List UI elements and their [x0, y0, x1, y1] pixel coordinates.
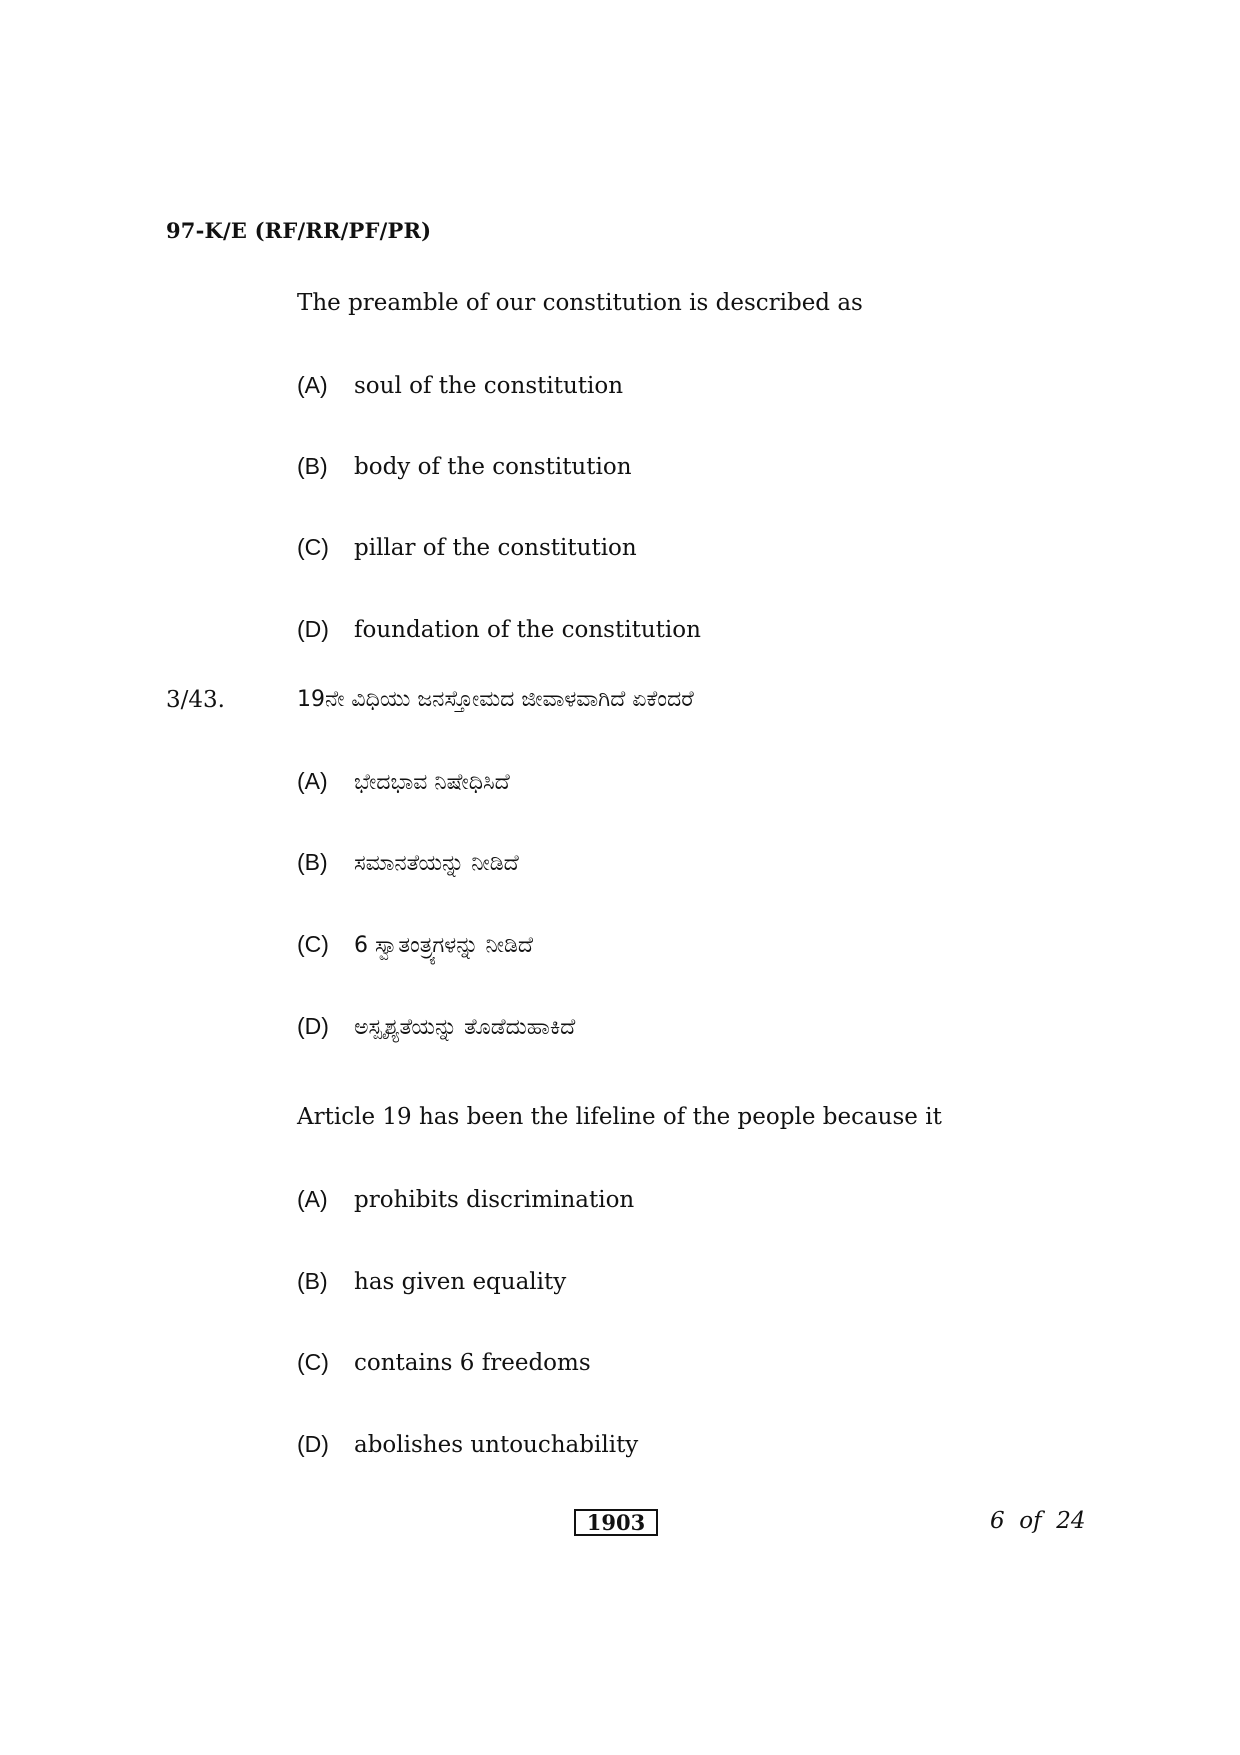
option-text: ಅಸ್ಪೃಶ್ಯತೆಯನ್ನು ತೊಡೆದುಹಾಕಿದೆ — [354, 1015, 576, 1040]
option-text: contains 6 freedoms — [354, 1350, 591, 1376]
option-c — [297, 532, 637, 563]
option-letter: (C) — [297, 1349, 329, 1375]
booklet-code-box: 1903 — [574, 1509, 658, 1536]
option-text: ಸಮಾನತೆಯನ್ನು ನೀಡಿದೆ — [354, 851, 519, 876]
option-a — [297, 370, 623, 401]
option-d — [297, 614, 701, 645]
option-b — [297, 451, 632, 482]
option-text: prohibits discrimination — [354, 1187, 635, 1213]
question-stem-kannada: 19ನೇ ವಿಧಿಯು ಜನಸ್ತೋಮದ ಜೀವಾಳವಾಗಿದೆ ಏಕೆಂದರೆ — [297, 687, 694, 712]
option-text: foundation of the constitution — [354, 617, 701, 643]
question-stem: Article 19 has been the lifeline of the people because it — [297, 1104, 942, 1130]
option-letter: (B) — [297, 1268, 328, 1294]
option-letter: (D) — [297, 1013, 329, 1039]
option-letter: (C) — [297, 534, 329, 560]
page-code-header: 97-K/E (RF/RR/PF/PR) — [166, 218, 432, 243]
option-d-kannada — [297, 1011, 575, 1043]
option-b — [297, 1266, 566, 1297]
option-d — [297, 1429, 638, 1460]
page-number: 6 of 24 — [990, 1508, 1086, 1534]
option-a — [297, 1184, 634, 1215]
question-number: 3/43. — [166, 687, 225, 713]
option-letter: (A) — [297, 768, 328, 794]
option-text: has given equality — [354, 1269, 567, 1295]
option-letter: (B) — [297, 453, 328, 479]
option-c-kannada — [297, 929, 533, 961]
option-a-kannada — [297, 766, 510, 798]
option-letter: (B) — [297, 849, 328, 875]
option-text: 6 ಸ್ವಾತಂತ್ರ್ಯಗಳನ್ನು ನೀಡಿದೆ — [354, 933, 533, 958]
option-text: body of the constitution — [354, 454, 632, 480]
option-text: ಭೇದಭಾವ ನಿಷೇಧಿಸಿದೆ — [354, 770, 510, 795]
option-text: abolishes untouchability — [354, 1432, 639, 1458]
option-letter: (A) — [297, 372, 328, 398]
option-letter: (A) — [297, 1186, 328, 1212]
option-text: pillar of the constitution — [354, 535, 637, 561]
option-letter: (D) — [297, 1431, 329, 1457]
option-c — [297, 1347, 591, 1378]
option-letter: (D) — [297, 616, 329, 642]
question-stem: The preamble of our constitution is described as — [297, 290, 863, 316]
option-text: soul of the constitution — [354, 373, 624, 399]
option-letter: (C) — [297, 931, 329, 957]
option-b-kannada — [297, 847, 519, 879]
